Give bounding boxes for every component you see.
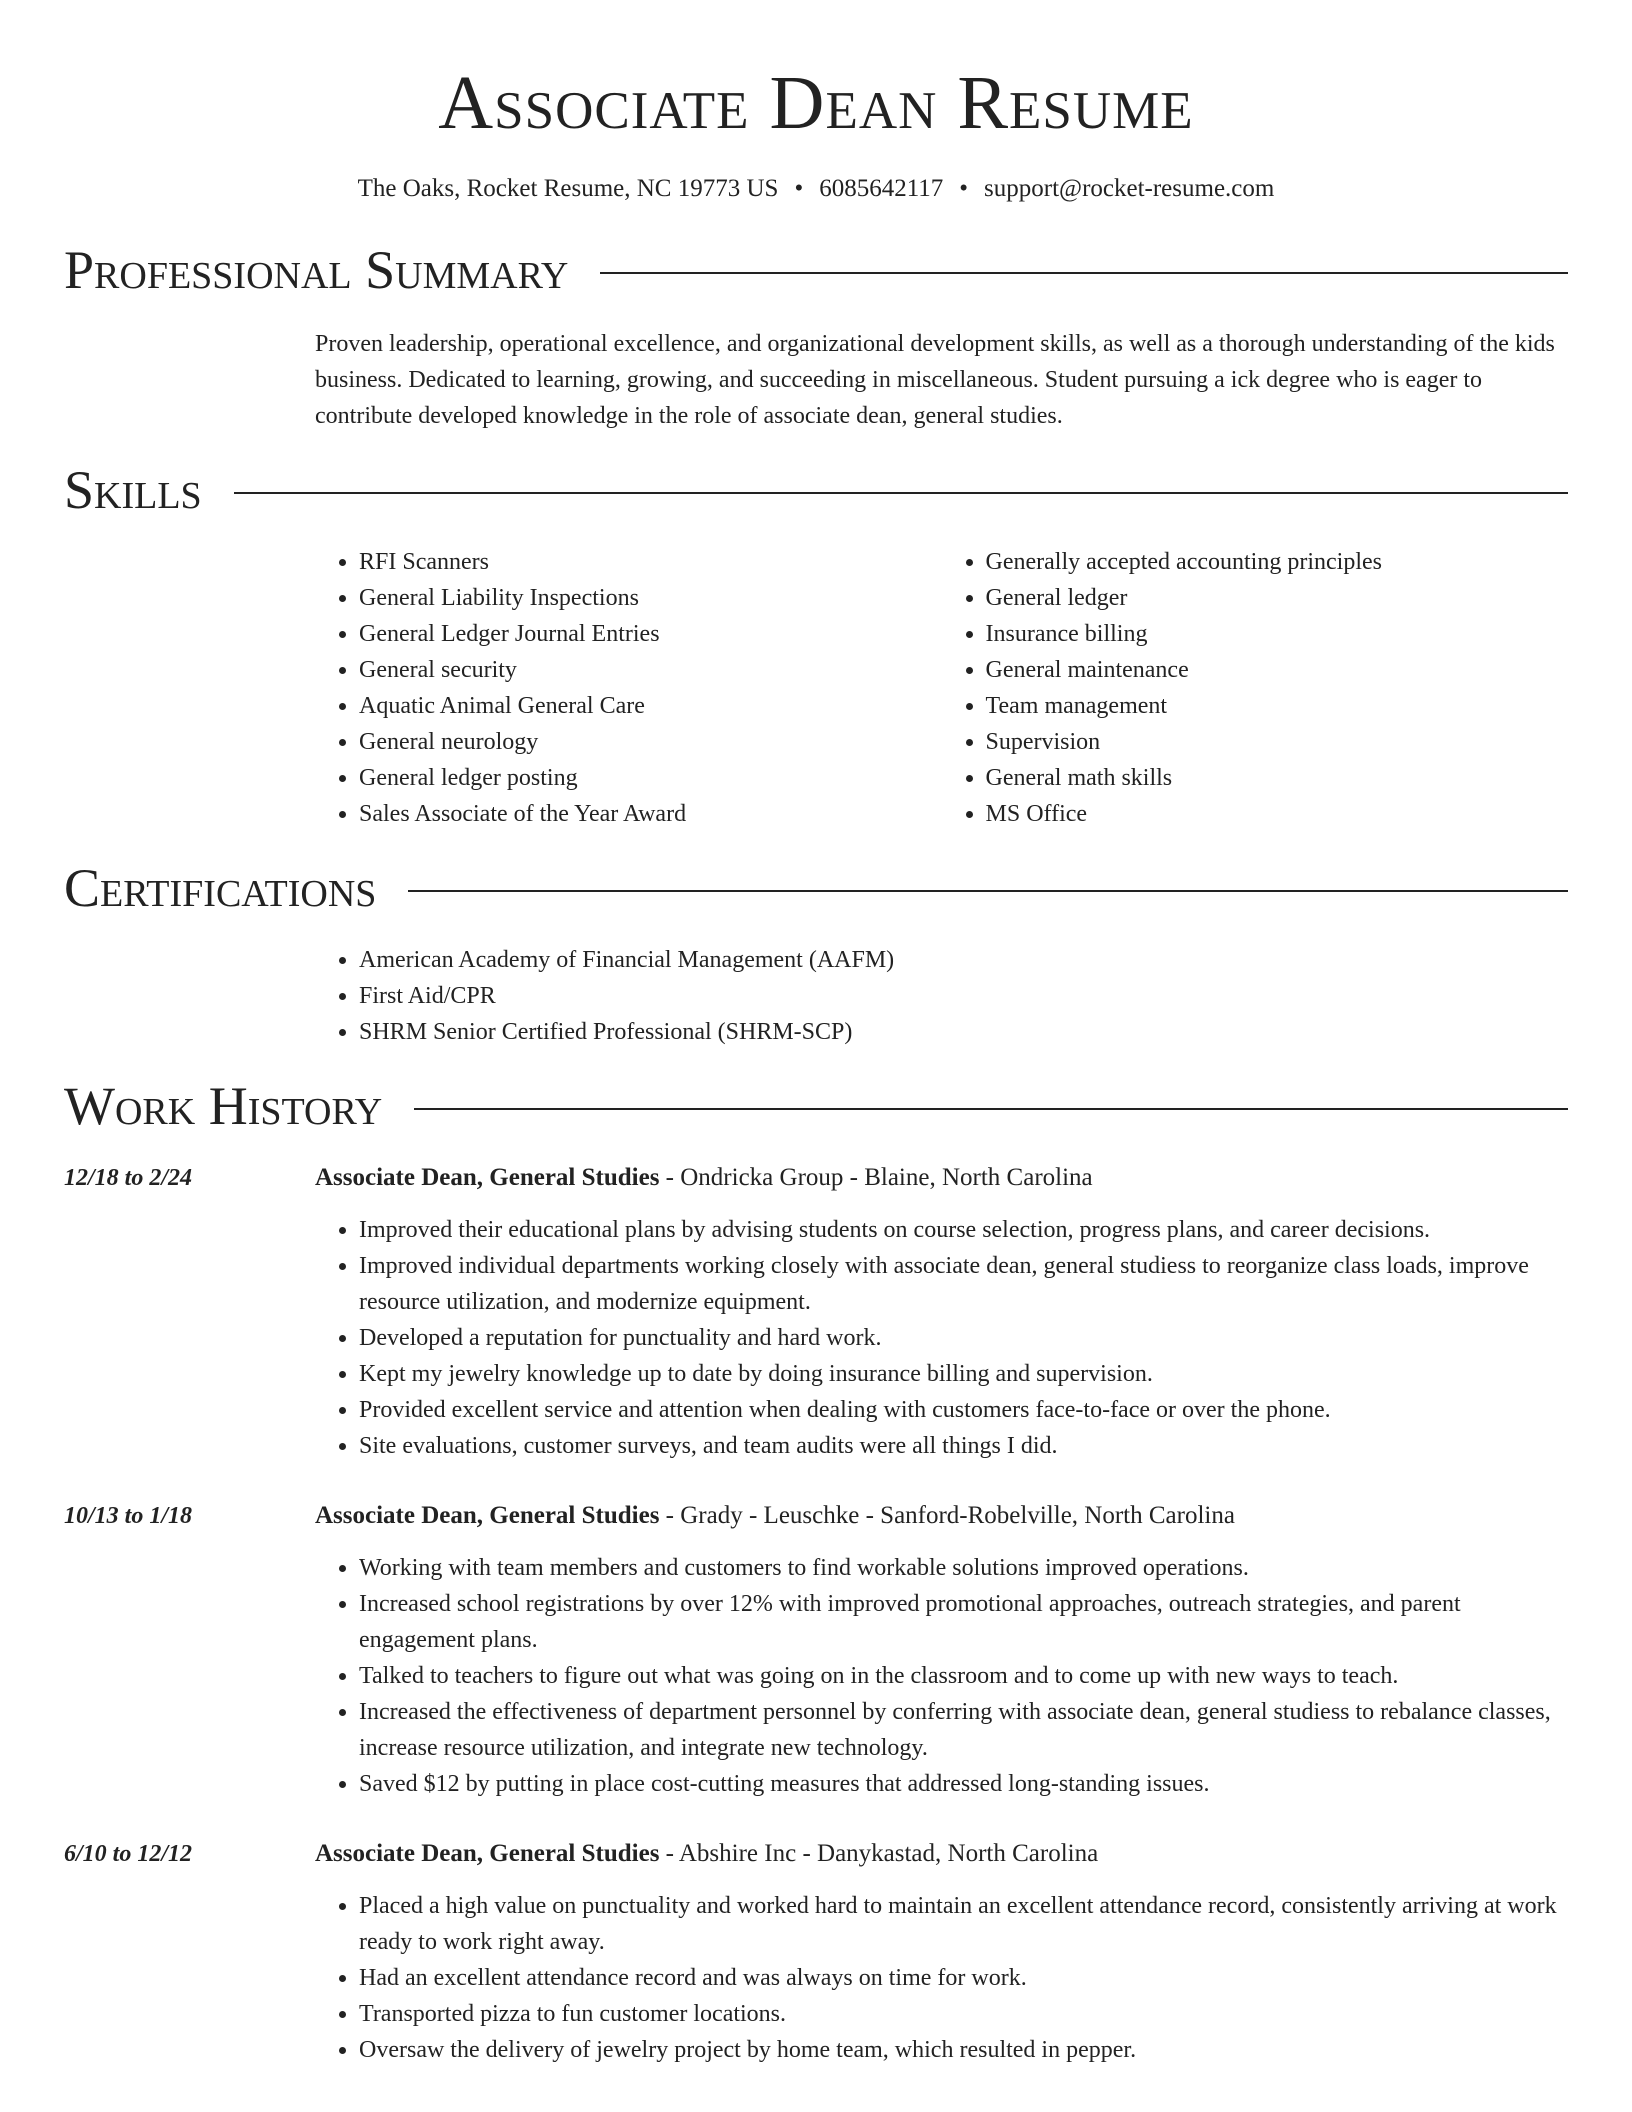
list-item: • Sales Associate of the Year Award xyxy=(359,796,942,832)
job-entry xyxy=(64,1498,1568,1802)
list-item: • Placed a high value on punctuality and worked hard to maintain an excellent attendance record, consistently arriving at work ready to work right away. xyxy=(359,1888,1568,1960)
job-company: - Grady - Leuschke - Sanford-Robelville, North Carolina xyxy=(659,1502,1235,1529)
work-heading: Work History xyxy=(64,1076,383,1136)
list-item: • Generally accepted accounting principles xyxy=(986,544,1569,580)
job-dates: 10/13 to 1/18 xyxy=(64,1503,193,1529)
contact-separator: • xyxy=(794,175,804,202)
contact-address: The Oaks, Rocket Resume, NC 19773 US xyxy=(357,175,779,202)
list-item: • Improved their educational plans by advising students on course selection, progress plans, and career decisions. xyxy=(359,1212,1568,1248)
contact-line xyxy=(64,174,1568,204)
job-title: Associate Dean, General Studies xyxy=(315,1840,660,1867)
page-title: Associate Dean Resume xyxy=(438,61,1194,145)
job-dates: 12/18 to 2/24 xyxy=(64,1165,193,1191)
certifications-section-header xyxy=(64,856,1568,920)
job-company: - Abshire Inc - Danykastad, North Carolina xyxy=(659,1840,1099,1867)
list-item: • Oversaw the delivery of jewelry project by home team, which resulted in pepper. xyxy=(359,2032,1568,2068)
list-item: • MS Office xyxy=(986,796,1569,832)
list-item: • Provided excellent service and attention when dealing with customers face-to-face or over the phone. xyxy=(359,1392,1568,1428)
list-item: • Increased the effectiveness of department personnel by conferring with associate dean, general studiess to rebalance classes, increase resource utilization, and integrate new technology. xyxy=(359,1694,1568,1766)
contact-separator: • xyxy=(959,175,969,202)
list-item: • Kept my jewelry knowledge up to date by doing insurance billing and supervision. xyxy=(359,1356,1568,1392)
list-item: • General Liability Inspections xyxy=(359,580,942,616)
job-role xyxy=(315,1836,1568,1872)
list-item: • Working with team members and customers to find workable solutions improved operations. xyxy=(359,1550,1568,1586)
list-item: • General Ledger Journal Entries xyxy=(359,616,942,652)
list-item: • Increased school registrations by over 12% with improved promotional approaches, outreach strategies, and parent engagement plans. xyxy=(359,1586,1568,1658)
list-item: • Aquatic Animal General Care xyxy=(359,688,942,724)
summary-section-header xyxy=(64,238,1568,302)
list-item: • Saved $12 by putting in place cost-cutting measures that addressed long-standing issues. xyxy=(359,1766,1568,1802)
list-item: • Site evaluations, customer surveys, and team audits were all things I did. xyxy=(359,1428,1568,1464)
list-item: • General maintenance xyxy=(986,652,1569,688)
job-bullets xyxy=(315,1212,1568,1464)
list-item: • General math skills xyxy=(986,760,1569,796)
summary-text: Proven leadership, operational excellence, and organizational development skills, as well as a thorough understanding of the kids business. Dedicated to learning, growing, and succeeding in miscellaneous. Student pursuing a ick degree who is eager to contribute developed knowledge in the role of associate dean, general studies. xyxy=(315,331,1555,429)
section-divider xyxy=(234,492,1568,494)
list-item: • Team management xyxy=(986,688,1569,724)
skills-section-header xyxy=(64,458,1568,522)
skills-heading: Skills xyxy=(64,460,202,520)
section-divider xyxy=(408,890,1568,892)
summary-heading: Professional Summary xyxy=(64,240,569,300)
certifications-list xyxy=(315,942,1568,1050)
job-title: Associate Dean, General Studies xyxy=(315,1502,660,1529)
contact-phone: 6085642117 xyxy=(819,175,944,202)
list-item: • Talked to teachers to figure out what was going on in the classroom and to come up with new ways to teach. xyxy=(359,1658,1568,1694)
list-item: • SHRM Senior Certified Professional (SHRM-SCP) xyxy=(359,1014,1568,1050)
list-item: • General neurology xyxy=(359,724,942,760)
job-entry xyxy=(64,1836,1568,2068)
list-item: • Had an excellent attendance record and was always on time for work. xyxy=(359,1960,1568,1996)
section-divider xyxy=(600,272,1568,274)
job-bullets xyxy=(315,1550,1568,1802)
list-item: • General ledger xyxy=(986,580,1569,616)
list-item: • Developed a reputation for punctuality and hard work. xyxy=(359,1320,1568,1356)
skills-column-left xyxy=(315,544,942,832)
section-divider xyxy=(414,1108,1568,1110)
job-title: Associate Dean, General Studies xyxy=(315,1164,660,1191)
skills-column-right xyxy=(942,544,1569,832)
list-item: • Improved individual departments working closely with associate dean, general studiess to reorganize class loads, improve resource utilization, and modernize equipment. xyxy=(359,1248,1568,1320)
list-item: • American Academy of Financial Management (AAFM) xyxy=(359,942,1568,978)
work-section-header xyxy=(64,1074,1568,1138)
list-item: • RFI Scanners xyxy=(359,544,942,580)
certifications-heading: Certifications xyxy=(64,858,377,918)
job-company: - Ondricka Group - Blaine, North Carolina xyxy=(659,1164,1093,1191)
job-role xyxy=(315,1160,1568,1196)
list-item: • Transported pizza to fun customer locations. xyxy=(359,1996,1568,2032)
list-item: • First Aid/CPR xyxy=(359,978,1568,1014)
list-item: • Supervision xyxy=(986,724,1569,760)
job-role xyxy=(315,1498,1568,1534)
skills-list xyxy=(315,544,1568,832)
job-bullets xyxy=(315,1888,1568,2068)
list-item: • General security xyxy=(359,652,942,688)
list-item: • Insurance billing xyxy=(986,616,1569,652)
job-dates: 6/10 to 12/12 xyxy=(64,1841,193,1867)
list-item: • General ledger posting xyxy=(359,760,942,796)
job-entry xyxy=(64,1160,1568,1464)
contact-email: support@rocket-resume.com xyxy=(984,175,1275,202)
